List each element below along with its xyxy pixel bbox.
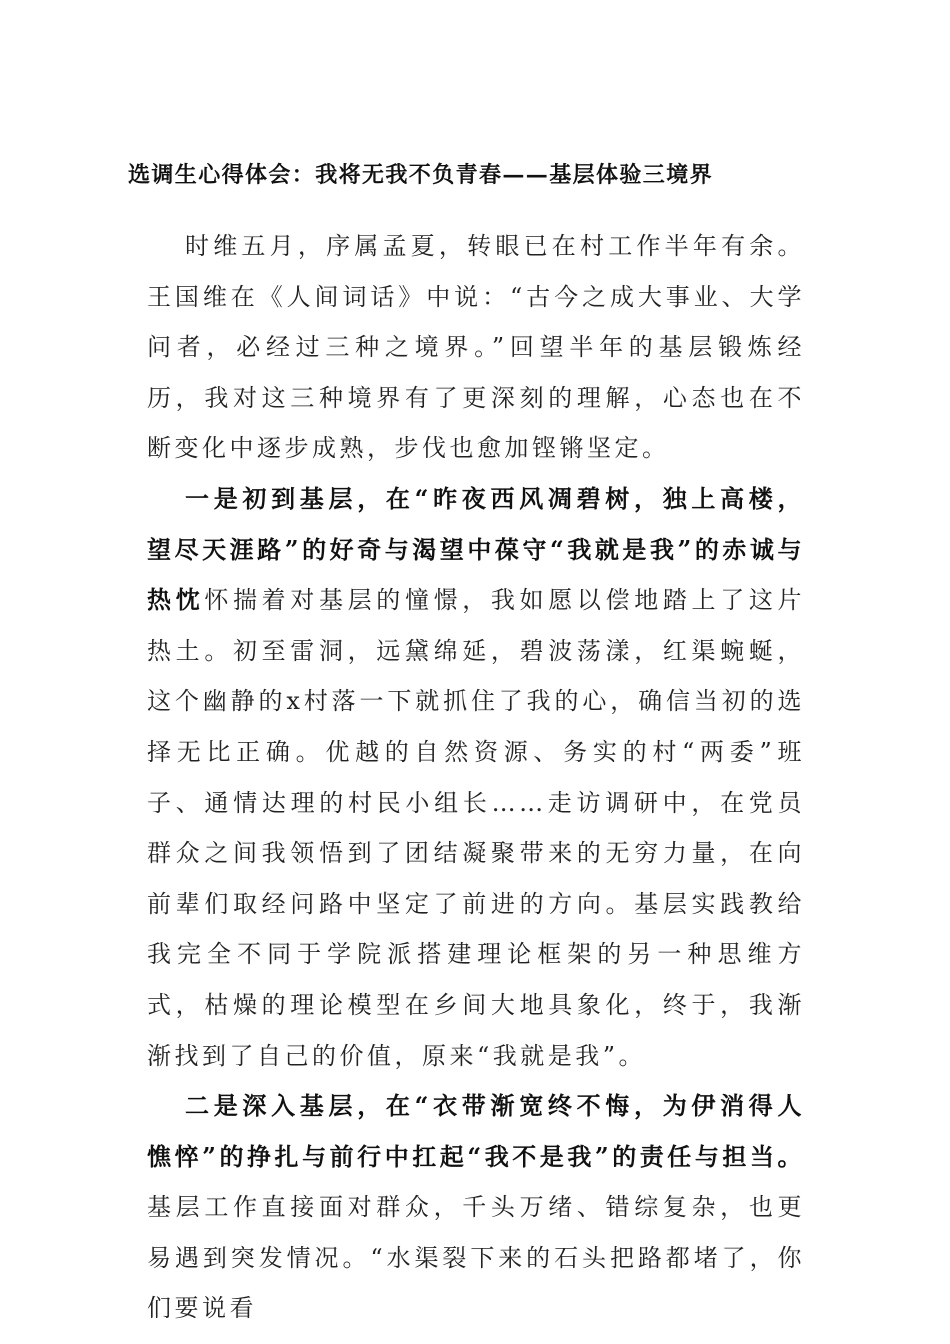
paragraph-second-stage bbox=[147, 1081, 805, 1334]
paragraph-intro-text: 时维五月，序属孟夏，转眼已在村工作半年有余。王国维在《人间词话》中说：“古今之成大事业、大学问者，必经过三种之境界。”回望半年的基层锻炼经历，我对这三种境界有了更深刻的理解，心态也在不断变化中逐步成熟，步伐也愈加铿锵坚定。 bbox=[147, 232, 805, 463]
paragraph-second-stage-heading: 二是深入基层，在“衣带渐宽终不悔，为伊消得人憔悴”的挣扎与前行中扛起“我不是我”的责任与担当。 bbox=[147, 1091, 805, 1171]
paragraph-first-stage-heading: 一是初到基层，在“昨夜西风凋碧树，独上高楼，望尽天涯路”的好奇与渴望中葆守“我就是我”的赤诚与热忱 bbox=[147, 483, 805, 615]
paragraph-second-stage-text: 基层工作直接面对群众，千头万绪、错综复杂，也更易遇到突发情况。“水渠裂下来的石头把路都堵了，你们要说看 bbox=[147, 1193, 805, 1323]
paragraph-intro bbox=[147, 221, 805, 474]
paragraph-first-stage bbox=[147, 474, 805, 1081]
document-body bbox=[147, 221, 805, 1334]
paragraph-first-stage-text: 怀揣着对基层的憧憬，我如愿以偿地踏上了这片热土。初至雷洞，远黛绵延，碧波荡漾，红渠蜿蜒，这个幽静的x村落一下就抓住了我的心，确信当初的选择无比正确。优越的自然资源、务实的村“两委”班子、通情达理的村民小组长……走访调研中，在党员群众之间我领悟到了团结凝聚带来的无穷力量，在向前辈们取经问路中坚定了前进的方向。基层实践教给我完全不同于学院派搭建理论框架的另一种思维方式，枯燥的理论模型在乡间大地具象化，终于，我渐渐找到了自己的价值，原来“我就是我”。 bbox=[147, 586, 806, 1070]
document-title: 选调生心得体会：我将无我不负青春——基层体验三境界 bbox=[128, 162, 714, 188]
